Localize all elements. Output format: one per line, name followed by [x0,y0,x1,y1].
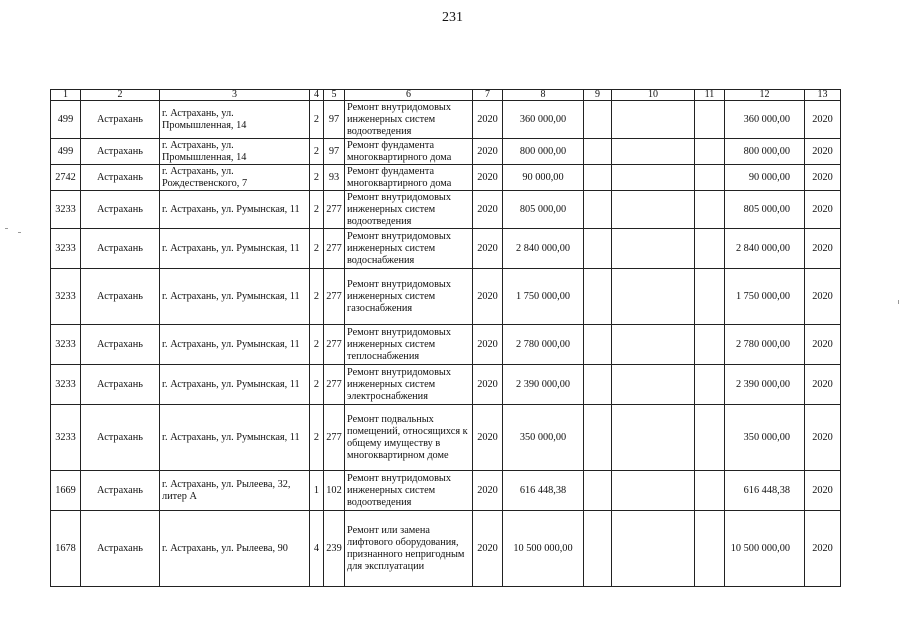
col4-cell: 2 [310,229,324,269]
year-cell: 2020 [473,139,503,165]
col-header-9: 9 [584,90,612,101]
year-cell: 2020 [473,229,503,269]
col4-cell: 4 [310,511,324,587]
col-header-6: 6 [345,90,473,101]
cost-cell: 616 448,38 [503,471,584,511]
col10-cell [612,471,695,511]
year-end-cell: 2020 [805,511,841,587]
cost-cell: 805 000,00 [503,191,584,229]
year-end-cell: 2020 [805,101,841,139]
scan-mark [898,300,899,304]
cost-cell: 2 390 000,00 [503,365,584,405]
municipality-cell: Астрахань [81,269,160,325]
work-type-cell: Ремонт или замена лифтового оборудования, признанного непригодным для эксплуатации [345,511,473,587]
total-cell: 616 448,38 [725,471,805,511]
col4-cell: 2 [310,101,324,139]
table-row [51,269,841,325]
work-type-cell: Ремонт фундамента многоквартирного дома [345,139,473,165]
work-type-cell: Ремонт внутридомовых инженерных систем водоотведения [345,191,473,229]
total-cell: 2 390 000,00 [725,365,805,405]
col9-cell [584,101,612,139]
col10-cell [612,139,695,165]
house-id-cell: 3233 [51,269,81,325]
year-end-cell: 2020 [805,229,841,269]
col11-cell [695,191,725,229]
table-row [51,365,841,405]
col11-cell [695,101,725,139]
municipality-cell: Астрахань [81,229,160,269]
table-row [51,101,841,139]
col5-cell: 277 [324,365,345,405]
col10-cell [612,511,695,587]
header-row [51,90,841,101]
col5-cell: 277 [324,405,345,471]
year-end-cell: 2020 [805,325,841,365]
house-id-cell: 499 [51,101,81,139]
year-end-cell: 2020 [805,365,841,405]
address-cell: г. Астрахань, ул. Румынская, 11 [160,229,310,269]
house-id-cell: 3233 [51,325,81,365]
work-type-cell: Ремонт подвальных помещений, относящихся к общему имуществу в многоквартирном доме [345,405,473,471]
col-header-7: 7 [473,90,503,101]
house-id-cell: 1678 [51,511,81,587]
year-cell: 2020 [473,511,503,587]
year-cell: 2020 [473,101,503,139]
table-row [51,471,841,511]
col9-cell [584,269,612,325]
col-header-12: 12 [725,90,805,101]
table-row [51,165,841,191]
col-header-1: 1 [51,90,81,101]
year-cell: 2020 [473,269,503,325]
municipality-cell: Астрахань [81,325,160,365]
col5-cell: 277 [324,191,345,229]
total-cell: 2 840 000,00 [725,229,805,269]
municipality-cell: Астрахань [81,191,160,229]
col-header-10: 10 [612,90,695,101]
house-id-cell: 3233 [51,191,81,229]
col9-cell [584,165,612,191]
col4-cell: 1 [310,471,324,511]
total-cell: 90 000,00 [725,165,805,191]
municipality-cell: Астрахань [81,511,160,587]
cost-cell: 1 750 000,00 [503,269,584,325]
total-cell: 10 500 000,00 [725,511,805,587]
work-type-cell: Ремонт внутридомовых инженерных систем теплоснабжения [345,325,473,365]
col5-cell: 97 [324,139,345,165]
col9-cell [584,325,612,365]
address-cell: г. Астрахань, ул. Румынская, 11 [160,191,310,229]
col-header-2: 2 [81,90,160,101]
municipality-cell: Астрахань [81,101,160,139]
col10-cell [612,191,695,229]
work-type-cell: Ремонт внутридомовых инженерных систем газоснабжения [345,269,473,325]
year-cell: 2020 [473,165,503,191]
col9-cell [584,511,612,587]
col5-cell: 93 [324,165,345,191]
house-id-cell: 3233 [51,405,81,471]
house-id-cell: 3233 [51,365,81,405]
table-row [51,511,841,587]
col10-cell [612,269,695,325]
col5-cell: 102 [324,471,345,511]
col10-cell [612,405,695,471]
municipality-cell: Астрахань [81,165,160,191]
cost-cell: 2 780 000,00 [503,325,584,365]
col9-cell [584,139,612,165]
col11-cell [695,405,725,471]
house-id-cell: 2742 [51,165,81,191]
col5-cell: 277 [324,325,345,365]
col5-cell: 277 [324,269,345,325]
col-header-8: 8 [503,90,584,101]
work-type-cell: Ремонт внутридомовых инженерных систем электроснабжения [345,365,473,405]
col9-cell [584,471,612,511]
cost-cell: 10 500 000,00 [503,511,584,587]
col-header-3: 3 [160,90,310,101]
col4-cell: 2 [310,365,324,405]
address-cell: г. Астрахань, ул. Рылеева, 90 [160,511,310,587]
house-id-cell: 3233 [51,229,81,269]
col5-cell: 97 [324,101,345,139]
col4-cell: 2 [310,139,324,165]
col9-cell [584,365,612,405]
total-cell: 800 000,00 [725,139,805,165]
col11-cell [695,325,725,365]
total-cell: 2 780 000,00 [725,325,805,365]
total-cell: 360 000,00 [725,101,805,139]
col4-cell: 2 [310,165,324,191]
col10-cell [612,165,695,191]
cost-cell: 350 000,00 [503,405,584,471]
col-header-13: 13 [805,90,841,101]
table-row [51,139,841,165]
col10-cell [612,101,695,139]
col11-cell [695,269,725,325]
table-row [51,191,841,229]
scan-mark [18,232,21,233]
work-type-cell: Ремонт внутридомовых инженерных систем водоотведения [345,471,473,511]
address-cell: г. Астрахань, ул. Румынская, 11 [160,269,310,325]
address-cell: г. Астрахань, ул. Рождественского, 7 [160,165,310,191]
col5-cell: 277 [324,229,345,269]
col-header-5: 5 [324,90,345,101]
col10-cell [612,325,695,365]
work-type-cell: Ремонт внутридомовых инженерных систем водоснабжения [345,229,473,269]
table-row [51,405,841,471]
table-row [51,229,841,269]
total-cell: 805 000,00 [725,191,805,229]
cost-cell: 360 000,00 [503,101,584,139]
address-cell: г. Астрахань, ул. Промышленная, 14 [160,101,310,139]
col11-cell [695,165,725,191]
year-end-cell: 2020 [805,269,841,325]
col4-cell: 2 [310,191,324,229]
house-id-cell: 1669 [51,471,81,511]
house-id-cell: 499 [51,139,81,165]
work-type-cell: Ремонт внутридомовых инженерных систем водоотведения [345,101,473,139]
col4-cell: 2 [310,405,324,471]
col10-cell [612,229,695,269]
municipality-cell: Астрахань [81,139,160,165]
col11-cell [695,365,725,405]
col11-cell [695,471,725,511]
year-end-cell: 2020 [805,165,841,191]
col-header-11: 11 [695,90,725,101]
year-cell: 2020 [473,471,503,511]
cost-cell: 800 000,00 [503,139,584,165]
year-end-cell: 2020 [805,191,841,229]
col11-cell [695,511,725,587]
year-cell: 2020 [473,325,503,365]
address-cell: г. Астрахань, ул. Румынская, 11 [160,325,310,365]
year-end-cell: 2020 [805,471,841,511]
address-cell: г. Астрахань, ул. Румынская, 11 [160,365,310,405]
col11-cell [695,139,725,165]
col4-cell: 2 [310,269,324,325]
page-number: 231 [442,10,463,25]
year-end-cell: 2020 [805,139,841,165]
year-end-cell: 2020 [805,405,841,471]
year-cell: 2020 [473,405,503,471]
col9-cell [584,229,612,269]
col10-cell [612,365,695,405]
municipality-cell: Астрахань [81,405,160,471]
col4-cell: 2 [310,325,324,365]
address-cell: г. Астрахань, ул. Румынская, 11 [160,405,310,471]
scan-mark [5,228,8,229]
col5-cell: 239 [324,511,345,587]
cost-cell: 2 840 000,00 [503,229,584,269]
total-cell: 1 750 000,00 [725,269,805,325]
year-cell: 2020 [473,365,503,405]
register-table [50,89,841,587]
col9-cell [584,191,612,229]
year-cell: 2020 [473,191,503,229]
total-cell: 350 000,00 [725,405,805,471]
table-row [51,325,841,365]
col-header-4: 4 [310,90,324,101]
col9-cell [584,405,612,471]
work-type-cell: Ремонт фундамента многоквартирного дома [345,165,473,191]
municipality-cell: Астрахань [81,471,160,511]
address-cell: г. Астрахань, ул. Рылеева, 32, литер А [160,471,310,511]
col11-cell [695,229,725,269]
address-cell: г. Астрахань, ул. Промышленная, 14 [160,139,310,165]
cost-cell: 90 000,00 [503,165,584,191]
municipality-cell: Астрахань [81,365,160,405]
